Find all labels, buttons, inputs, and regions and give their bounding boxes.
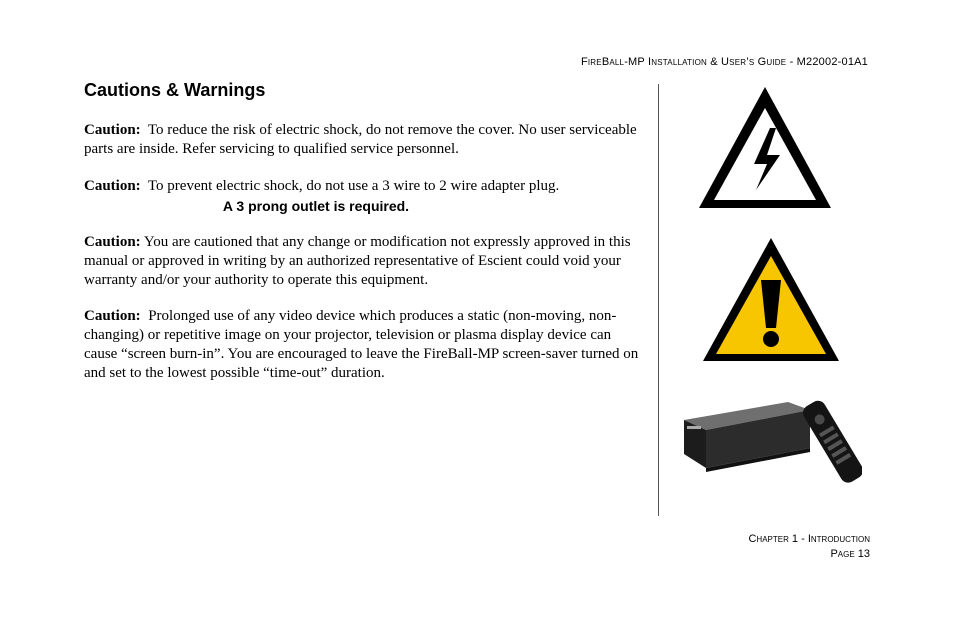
page-number: Page 13 [830,548,870,560]
caution-label: Caution: [84,122,141,138]
electric-shock-warning-icon [696,84,834,212]
caution-label: Caution: [84,308,141,324]
column-divider [658,84,659,516]
exclamation-warning-icon [701,236,841,364]
caution-label: Caution: [84,178,141,194]
caution-modification [84,233,644,290]
caution-screen-burn-in [84,307,644,383]
caution-text: You are cautioned that any change or modification not expressly approved in this manual or approved in writing by an authorized representative of Escient could void your warranty and/or your authority to operate this equipment. [84,234,631,288]
chapter-label: Chapter 1 - Introduction [748,533,870,545]
section-title: Cautions & Warnings [84,80,266,100]
caution-text: To reduce the risk of electric shock, do not remove the cover. No user serviceable parts are inside. Refer servicing to qualified service personnel. [84,122,637,157]
caution-label: Caution: [84,234,141,250]
page-footer [748,532,870,562]
running-header: FireBall-MP Installation & User’s Guide - M22002-01A1 [580,56,868,68]
caution-text: To prevent electric shock, do not use a 3 wire to 2 wire adapter plug. [147,178,560,194]
fireball-player-with-remote [676,396,862,488]
caution-cover [84,121,644,159]
caution-text: Prolonged use of any video device which produces a static (non-moving, non-changing) or repetitive image on your projector, television or plasma display device can cause “screen burn-in”. You are encouraged to leave the FireBall-MP screen-saver turned on and set to the lowest possible “time-out” duration. [84,308,639,381]
outlet-requirement-note: A 3 prong outlet is required. [222,198,410,214]
caution-adapter-plug [84,177,644,196]
